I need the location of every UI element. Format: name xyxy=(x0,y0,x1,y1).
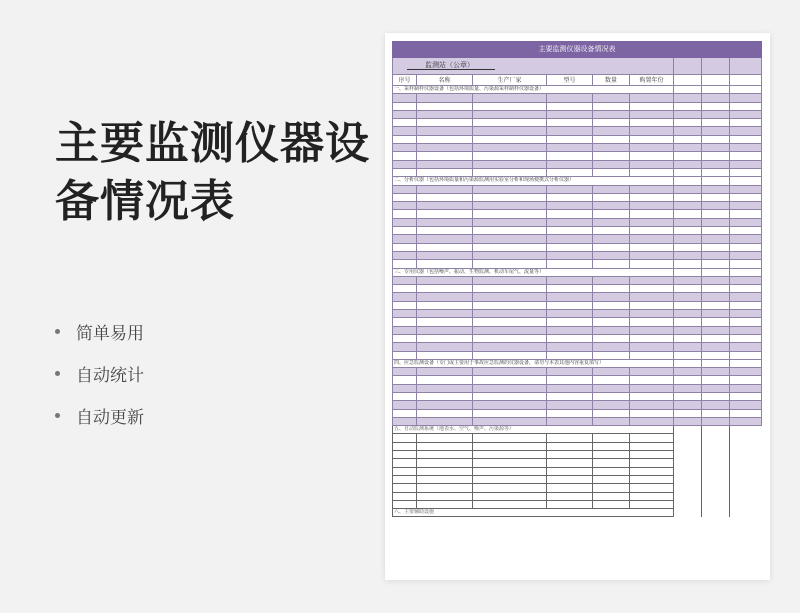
col-header: 名称 xyxy=(417,75,473,86)
page-title: 主要监测仪器设备情况表 xyxy=(55,118,370,227)
table-row xyxy=(393,243,762,251)
feature-label: 自动统计 xyxy=(76,365,144,386)
table-row xyxy=(393,310,762,318)
table-row xyxy=(393,210,762,218)
bullet-icon xyxy=(55,329,60,334)
table-row xyxy=(393,401,762,409)
table-row xyxy=(393,318,762,326)
table-row xyxy=(393,260,762,268)
section-row xyxy=(393,509,762,517)
table-row xyxy=(393,484,762,492)
table-row xyxy=(393,227,762,235)
table-row xyxy=(393,301,762,309)
section-label: 三、专用仪器（包括噪声、振动、生物监测、机动车尾气、流量等） xyxy=(393,268,674,276)
table-row xyxy=(393,94,762,102)
section-row xyxy=(393,359,762,367)
table-row xyxy=(393,392,762,400)
table-row xyxy=(393,368,762,376)
section-label: 一、采样制样仪器设备（包括环境质量、污染源采样制样仪器设备） xyxy=(393,86,674,94)
table-row xyxy=(393,459,762,467)
feature-item xyxy=(55,394,144,436)
bullet-icon xyxy=(55,371,60,376)
hero-block xyxy=(55,115,375,231)
table-row xyxy=(393,102,762,110)
feature-list xyxy=(55,310,144,436)
table-row xyxy=(393,276,762,284)
table-row xyxy=(393,202,762,210)
col-header: 数量 xyxy=(593,75,630,86)
section-label: 二、分析仪器（包括环境质量和污染源监测用实验室分析和现场便携式分析仪器） xyxy=(393,177,674,185)
col-header: 型号 xyxy=(547,75,593,86)
table-row xyxy=(393,409,762,417)
table-row xyxy=(393,442,762,450)
feature-item xyxy=(55,310,144,352)
table-row xyxy=(393,152,762,160)
table-row xyxy=(393,127,762,135)
table-row xyxy=(393,434,762,442)
table-row xyxy=(393,475,762,483)
equipment-table xyxy=(392,41,762,517)
table-row xyxy=(393,119,762,127)
table-row xyxy=(393,326,762,334)
table-row xyxy=(393,144,762,152)
sheet-title-row xyxy=(393,42,762,58)
section-row xyxy=(393,86,762,94)
table-row xyxy=(393,285,762,293)
table-row xyxy=(393,135,762,143)
table-row xyxy=(393,351,762,359)
table-row xyxy=(393,334,762,342)
table-row xyxy=(393,218,762,226)
table-row xyxy=(393,185,762,193)
column-header-row xyxy=(393,75,762,86)
feature-label: 简单易用 xyxy=(76,323,144,344)
table-row xyxy=(393,451,762,459)
col-header: 购置年份 xyxy=(630,75,674,86)
bullet-icon xyxy=(55,413,60,418)
sheet-title: 主要监测仪器设备情况表 xyxy=(393,42,762,58)
table-row xyxy=(393,417,762,425)
table-row xyxy=(393,160,762,168)
section-row xyxy=(393,426,762,434)
table-row xyxy=(393,168,762,176)
section-label: 五、自动监测系统（地表水、空气、噪声、污染源等） xyxy=(393,426,674,434)
section-label: 六、主要辅助设施 xyxy=(393,509,674,517)
table-row xyxy=(393,467,762,475)
section-row xyxy=(393,268,762,276)
table-row xyxy=(393,492,762,500)
table-row xyxy=(393,343,762,351)
table-row xyxy=(393,500,762,508)
section-label: 四、应急监测设备（专门或主要用于事故应急监测的仪器设备，请勿与本表其他内容重复填写） xyxy=(393,359,674,367)
table-row xyxy=(393,251,762,259)
col-header: 序号 xyxy=(393,75,417,86)
table-row xyxy=(393,384,762,392)
table-row xyxy=(393,235,762,243)
station-label: 监测站（公章） xyxy=(407,62,495,70)
table-row xyxy=(393,376,762,384)
table-row xyxy=(393,110,762,118)
col-header: 生产厂家 xyxy=(473,75,547,86)
table-row xyxy=(393,193,762,201)
feature-label: 自动更新 xyxy=(76,407,144,428)
table-row xyxy=(393,293,762,301)
section-row xyxy=(393,177,762,185)
spreadsheet-preview xyxy=(385,33,770,580)
feature-item xyxy=(55,352,144,394)
station-row xyxy=(393,58,762,75)
